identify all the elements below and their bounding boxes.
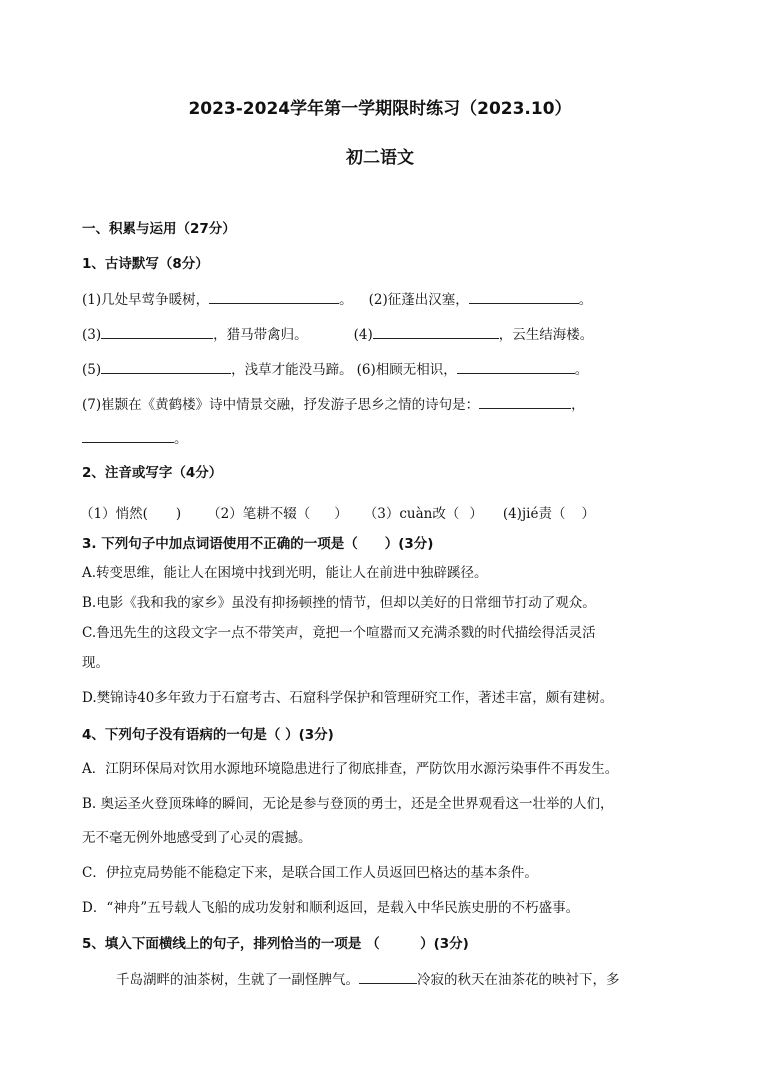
q1-item-2: (2)征蓬出汉塞， <box>368 292 469 308</box>
q1-line-5 <box>82 428 682 449</box>
q1-item-1: (1)几处早莺争暖树， <box>82 292 210 308</box>
answer-blank[interactable] <box>359 969 417 984</box>
q1-item-3: (3) <box>82 327 102 343</box>
q1-line-4 <box>82 394 682 415</box>
q5-heading: 5、填入下面横线上的句子，排列恰当的一项是 （ ）(3分) <box>82 936 469 952</box>
q3-option-a: A.转变思维，能让人在困境中找到光明，能让人在前进中独辟蹊径。 <box>82 565 488 581</box>
q2-item-3: （3）cuàn改（ <box>363 506 460 522</box>
q4-heading: 4、下列句子没有语病的一句是（ ）(3分) <box>82 727 334 743</box>
q1-line-2 <box>82 324 682 345</box>
q2-item-2-end: ） <box>334 506 348 522</box>
q1-item-2-end: 。 <box>578 292 593 308</box>
q5-passage-cont: 冷寂的秋天在油茶花的映衬下，多 <box>417 972 620 988</box>
exam-subject: 初二语文 <box>346 148 414 168</box>
q4-option-d: D．“神舟”五号载人飞船的成功发射和顺利返回，是载入中华民族史册的不朽盛事。 <box>82 900 580 916</box>
q1-item-5: (5) <box>82 362 102 378</box>
q1-item-1-end: 。 <box>339 292 353 308</box>
answer-blank[interactable] <box>373 324 499 339</box>
q1-item-7-end: 。 <box>174 431 188 447</box>
q1-item-7-mid: ， <box>571 397 585 413</box>
q1-line-1 <box>82 289 682 310</box>
q4-option-b-line1: B. 奥运圣火登顶珠峰的瞬间，无论是参与登顶的勇士，还是全世界观看这一壮举的人们， <box>82 796 614 812</box>
answer-blank[interactable] <box>209 289 339 304</box>
q3-option-c-line1: C.鲁迅先生的这段文字一点不带笑声，竟把一个喧嚣而又充满杀戮的时代描绘得活灵活 <box>82 625 596 641</box>
q4-option-a: A．江阴环保局对饮用水源地环境隐患进行了彻底排查，严防饮用水源污染事件不再发生。 <box>82 761 619 777</box>
q1-item-7: (7)崔颢在《黄鹤楼》诗中情景交融，抒发游子思乡之情的诗句是： <box>82 397 480 413</box>
q1-item-5-end: ，浅草才能没马蹄。 <box>231 362 353 378</box>
q1-item-6-end: 。 <box>574 362 589 378</box>
q1-item-6: (6)相顾无相识， <box>356 362 457 378</box>
q5-passage-start: 千岛湖畔的油茶树，生就了一副怪脾气。 <box>116 972 359 988</box>
q1-line-3 <box>82 359 682 380</box>
q4-option-b-line2: 无不毫无例外地感受到了心灵的震撼。 <box>82 830 312 846</box>
q1-item-4: (4) <box>353 327 373 343</box>
q2-items <box>80 504 680 524</box>
answer-blank[interactable] <box>457 359 575 374</box>
answer-blank[interactable] <box>82 428 174 443</box>
q3-heading: 3. 下列句子中加点词语使用不正确的一项是（ ）(3分) <box>82 536 434 552</box>
q2-heading: 2、注音或写字（4分） <box>82 465 223 481</box>
q1-item-4-end: ，云生结海楼。 <box>498 327 594 343</box>
q1-item-3-end: ，猎马带禽归。 <box>213 327 308 343</box>
section-heading: 一、积累与运用（27分） <box>82 221 236 237</box>
q5-passage <box>82 969 682 990</box>
q3-option-c-line2: 现。 <box>82 655 109 671</box>
answer-blank[interactable] <box>469 289 579 304</box>
q1-heading: 1、古诗默写（8分） <box>82 256 209 272</box>
q2-item-4: (4)jié责（ <box>502 506 566 522</box>
q2-item-3-end: ） <box>469 506 483 522</box>
q2-item-4-end: ） <box>581 506 595 522</box>
q3-option-b: B.电影《我和我的家乡》虽没有抑扬顿挫的情节，但却以美好的日常细节打动了观众。 <box>82 595 596 611</box>
q2-item-1: （1）悄然( <box>80 506 148 522</box>
q2-item-2: （2）笔耕不辍（ <box>207 506 311 522</box>
answer-blank[interactable] <box>101 324 213 339</box>
q2-item-1-end: ) <box>175 506 182 522</box>
exam-title: 2023-2024学年第一学期限时练习（2023.10） <box>188 99 572 119</box>
answer-blank[interactable] <box>101 359 231 374</box>
q4-option-c: C．伊拉克局势能不能稳定下来，是联合国工作人员返回巴格达的基本条件。 <box>82 865 538 881</box>
answer-blank[interactable] <box>479 394 571 409</box>
q3-option-d: D.樊锦诗40多年致力于石窟考古、石窟科学保护和管理研究工作，著述丰富，颇有建树。 <box>82 690 614 706</box>
